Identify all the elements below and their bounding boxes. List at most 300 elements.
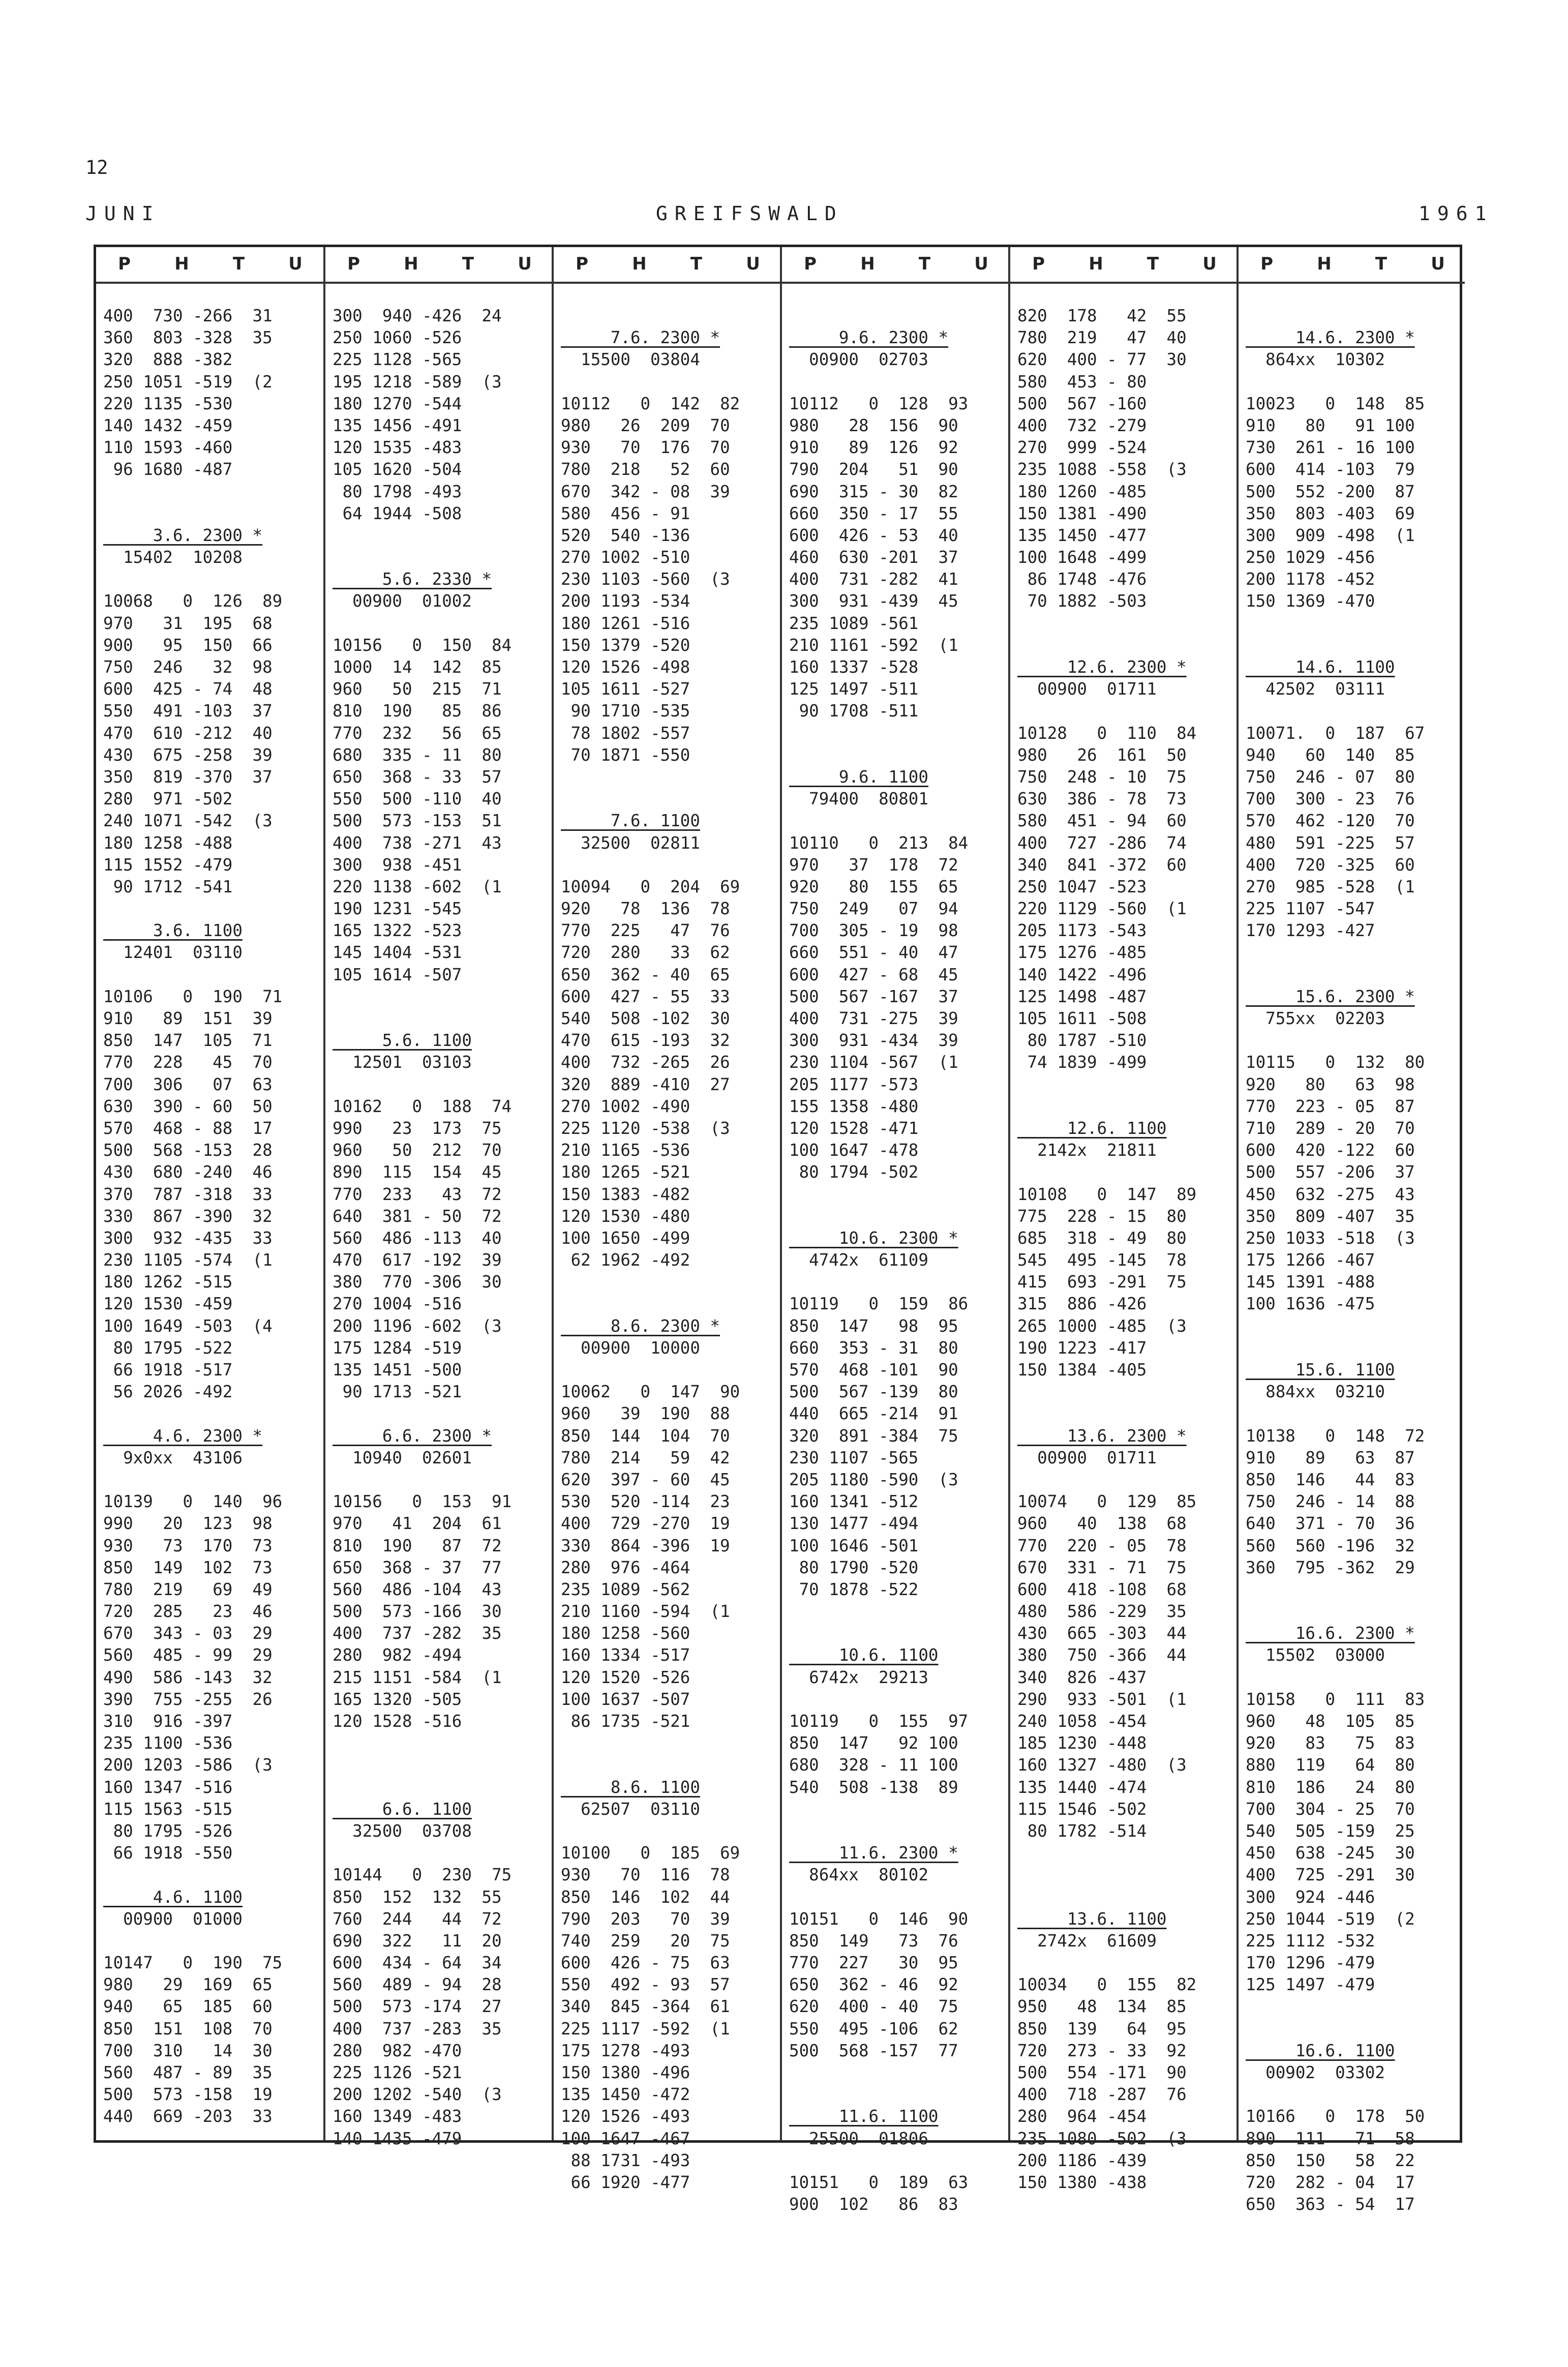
sounding-header: 14.6. 2300 * [1246,328,1415,348]
data-row: 980 26 161 50 [1017,745,1187,765]
spacer-line [789,2084,1007,2106]
data-row: 145 1404 -531 [333,943,462,963]
sounding-header: 8.6. 2300 * [561,1316,720,1336]
data-row: 120 1526 -493 [561,2107,690,2126]
data-row: 180 1262 -515 [103,1272,233,1292]
data-row: 720 285 23 46 [103,1602,273,1622]
data-row: 180 1265 -521 [561,1162,690,1182]
data-row: 180 1260 -485 [1017,482,1147,501]
data-row: 125 1497 -479 [1246,1975,1375,1995]
data-row: 225 1120 -538 (3 [561,1118,730,1138]
spacer-line [103,1930,321,1952]
data-row: 200 1186 -439 [1017,2150,1147,2170]
data-row: 730 261 - 16 100 [1246,438,1415,458]
column-body [1017,305,1235,2194]
data-row: 190 1231 -545 [333,899,462,919]
sounding-code-line: 15500 03804 [561,350,700,370]
data-row: 850 149 73 76 [789,1931,958,1951]
data-row: 620 400 - 40 75 [789,1997,958,2017]
sounding-header: 9.6. 1100 [789,767,928,787]
data-row: 660 353 - 31 80 [789,1338,958,1358]
data-row: 115 1552 -479 [103,855,233,875]
data-row: 630 386 - 78 73 [1017,789,1187,809]
spacer-line [789,744,1007,766]
spacer-line [789,371,1007,393]
sounding-header: 16.6. 2300 * [1246,1624,1415,1643]
data-row: 220 1129 -560 (1 [1017,899,1187,919]
data-row: 790 203 70 39 [561,1909,730,1929]
data-row: 120 1528 -516 [333,1712,462,1731]
data-row: 250 1060 -526 [333,328,462,348]
data-row: 430 675 -258 39 [103,745,273,765]
column-header-u: U [288,254,303,274]
sounding-code-line: 755xx 02203 [1246,1009,1385,1028]
sounding-code-line: 00900 01002 [333,591,472,611]
data-row: 910 89 151 39 [103,1009,273,1028]
spacer-line [561,788,779,810]
data-row: 350 803 -403 69 [1246,503,1415,523]
data-row: 770 225 47 76 [561,921,730,941]
data-row: 500 567 -139 80 [789,1382,958,1402]
spacer-line [789,1206,1007,1227]
data-row: 175 1278 -493 [561,2041,690,2060]
data-row: 66 1918 -550 [103,1843,233,1863]
data-row: 560 485 - 99 29 [103,1645,273,1665]
spacer-line [1246,371,1464,393]
sounding-header: 13.6. 1100 [1017,1909,1167,1929]
data-row: 80 1782 -514 [1017,1821,1147,1841]
data-row: 135 1450 -472 [561,2085,690,2105]
data-row: 415 693 -291 75 [1017,1272,1187,1292]
data-row: 160 1349 -483 [333,2107,462,2126]
data-row: 10112 0 142 82 [561,394,740,413]
data-row: 10138 0 148 72 [1246,1426,1425,1446]
data-row: 810 190 85 86 [333,701,502,721]
data-row: 10156 0 150 84 [333,635,512,655]
spacer-line [1017,1952,1235,1974]
data-row: 310 916 -397 [103,1712,233,1731]
data-row: 620 400 - 77 30 [1017,350,1187,370]
spacer-line [1246,1315,1464,1337]
data-row: 10100 0 185 69 [561,1843,740,1863]
data-row: 540 505 -159 25 [1246,1821,1415,1841]
sounding-header: 8.6. 1100 [561,1777,700,1797]
sounding-header: 15.6. 1100 [1246,1360,1395,1380]
data-row: 135 1440 -474 [1017,1777,1147,1797]
column-body [1246,305,1464,2215]
spacer-line [1017,1403,1235,1425]
data-row: 140 1422 -496 [1017,965,1147,984]
data-row: 690 315 - 30 82 [789,482,958,501]
data-row: 130 1477 -494 [789,1514,919,1534]
sounding-code-line: 00900 01711 [1017,1448,1157,1467]
page-number: 12 [85,157,108,178]
column-header-t: T [232,254,245,274]
data-row: 960 39 190 88 [561,1404,730,1424]
data-row: 500 573 -153 51 [333,811,502,831]
data-row: 100 1646 -501 [789,1536,919,1555]
sounding-code-line: 12501 03103 [333,1053,472,1072]
sounding-header: 5.6. 1100 [333,1031,472,1051]
spacer-line [789,1184,1007,1206]
data-row: 570 468 - 88 17 [103,1118,273,1138]
data-row: 80 1795 -526 [103,1821,233,1841]
data-row: 780 219 69 49 [103,1579,273,1599]
data-row: 90 1712 -541 [103,877,233,896]
data-row: 330 864 -396 19 [561,1536,730,1555]
sounding-header: 11.6. 2300 * [789,1843,958,1863]
sounding-code-line: 00900 02703 [789,350,928,370]
data-row: 120 1526 -498 [561,657,690,677]
data-row: 265 1000 -485 (3 [1017,1316,1187,1336]
data-row: 280 976 -464 [561,1557,690,1577]
data-row: 88 1731 -493 [561,2150,690,2170]
spacer-line [333,1403,551,1425]
data-row: 225 1112 -532 [1246,1931,1375,1951]
data-row: 890 111 71 58 [1246,2129,1415,2148]
sounding-code-line: 12401 03110 [103,943,243,963]
data-row: 230 1104 -567 (1 [789,1053,958,1072]
data-row: 770 223 - 05 87 [1246,1096,1415,1116]
spacer-line [561,766,779,788]
sounding-header: 7.6. 2300 * [561,328,720,348]
column-4 [780,247,1010,2214]
data-row: 770 227 30 95 [789,1953,958,1973]
data-row: 10151 0 146 90 [789,1909,969,1929]
spacer-line [103,503,321,525]
data-row: 150 1380 -496 [561,2063,690,2082]
column-header-t: T [1147,254,1159,274]
data-row: 780 214 59 42 [561,1448,730,1467]
sounding-header: 4.6. 2300 * [103,1426,263,1446]
data-row: 480 591 -225 57 [1246,833,1415,853]
data-row: 850 139 64 95 [1017,2019,1187,2039]
spacer-line [333,1777,551,1799]
data-row: 150 1369 -470 [1246,591,1375,611]
data-row: 650 362 - 46 92 [789,1975,958,1995]
data-row: 180 1270 -544 [333,394,462,413]
data-row: 105 1614 -507 [333,965,462,984]
data-row: 135 1450 -477 [1017,525,1147,545]
spacer-line [103,568,321,590]
data-row: 400 727 -286 74 [1017,833,1187,853]
spacer-line [789,2150,1007,2172]
spacer-line [1017,700,1235,722]
data-row: 185 1230 -448 [1017,1733,1147,1753]
data-row: 100 1648 -499 [1017,548,1147,567]
data-row: 190 1223 -417 [1017,1338,1147,1358]
data-row: 315 886 -426 [1017,1294,1147,1314]
sounding-code-line: 884xx 03210 [1246,1382,1385,1402]
data-row: 10151 0 189 63 [789,2172,969,2192]
column-header-h: H [404,254,418,274]
data-row: 960 50 212 70 [333,1141,502,1160]
sounding-code-line: 2142x 21811 [1017,1141,1157,1160]
data-row: 250 1029 -456 [1246,548,1375,567]
column-header [554,247,782,281]
spacer-line [1246,700,1464,722]
data-row: 150 1380 -438 [1017,2172,1147,2192]
data-row: 960 40 138 68 [1017,1514,1187,1534]
data-row: 80 1798 -493 [333,482,462,501]
data-row: 920 78 136 78 [561,899,730,919]
sounding-code-line: 864xx 80102 [789,1865,928,1885]
data-row: 175 1284 -519 [333,1338,462,1358]
data-row: 400 718 -287 76 [1017,2085,1187,2105]
data-row: 700 300 - 23 76 [1246,789,1415,809]
data-row: 80 1790 -520 [789,1557,919,1577]
data-row: 78 1802 -557 [561,723,690,743]
data-row: 720 280 33 62 [561,943,730,963]
data-row: 380 770 -306 30 [333,1272,502,1292]
data-row: 400 720 -325 60 [1246,855,1415,875]
data-row: 70 1882 -503 [1017,591,1147,611]
column-header-u: U [974,254,988,274]
spacer-line [333,1842,551,1864]
data-row: 920 80 63 98 [1246,1074,1415,1094]
data-row: 235 1100 -536 [103,1733,233,1753]
data-row: 56 2026 -492 [103,1382,233,1402]
column-1 [96,247,324,2140]
data-row: 770 232 56 65 [333,723,502,743]
data-row: 225 1117 -592 (1 [561,2019,730,2039]
data-row: 400 732 -265 26 [561,1053,730,1072]
data-row: 560 489 - 94 28 [333,1975,502,1995]
sounding-code-line: 00900 10000 [561,1338,700,1358]
data-row: 10119 0 155 97 [789,1712,969,1731]
data-row: 570 462 -120 70 [1246,811,1415,831]
data-row: 120 1520 -526 [561,1667,690,1687]
spacer-line [103,898,321,920]
spacer-line [333,1754,551,1776]
data-row: 500 573 -158 19 [103,2085,273,2105]
data-row: 770 220 - 05 78 [1017,1536,1187,1555]
column-header-u: U [518,254,532,274]
data-row: 300 938 -451 [333,855,462,875]
data-row: 280 982 -494 [333,1645,462,1665]
spacer-line [1246,964,1464,986]
data-row: 100 1647 -467 [561,2129,690,2148]
column-header-h: H [860,254,875,274]
data-row: 720 282 - 04 17 [1246,2172,1415,2192]
data-row: 680 335 - 11 80 [333,745,502,765]
data-row: 320 888 -382 [103,350,233,370]
data-row: 280 964 -454 [1017,2107,1147,2126]
sounding-header: 16.6. 1100 [1246,2041,1395,2060]
data-row: 270 999 -524 [1017,438,1147,458]
data-row: 10119 0 159 86 [789,1294,969,1314]
data-row: 125 1498 -487 [1017,986,1147,1006]
data-row: 10139 0 140 96 [103,1492,283,1512]
data-row: 220 1138 -602 (1 [333,877,502,896]
data-row: 960 48 105 85 [1246,1712,1415,1731]
data-row: 300 909 -498 (1 [1246,525,1415,545]
data-row: 350 809 -407 35 [1246,1206,1415,1226]
spacer-line [1017,1842,1235,1864]
data-row: 910 89 63 87 [1246,1448,1415,1467]
data-row: 600 426 - 75 63 [561,1953,730,1973]
data-row: 490 586 -143 32 [103,1667,273,1687]
data-row: 86 1748 -476 [1017,570,1147,589]
spacer-line [1246,305,1464,327]
data-row: 950 48 134 85 [1017,1997,1187,2017]
sounding-code-line: 79400 80801 [789,789,928,809]
data-row: 700 306 07 63 [103,1074,273,1094]
data-row: 970 37 178 72 [789,855,958,875]
data-row: 250 1047 -523 [1017,877,1147,896]
data-row: 500 567 -167 37 [789,986,958,1006]
data-row: 750 246 - 07 80 [1246,767,1415,787]
sounding-header: 12.6. 1100 [1017,1118,1167,1138]
data-row: 10023 0 148 85 [1246,394,1425,413]
data-row: 100 1636 -475 [1246,1294,1375,1314]
data-row: 225 1128 -565 [333,350,462,370]
spacer-line [333,1732,551,1754]
data-row: 200 1196 -602 (3 [333,1316,502,1336]
data-row: 10094 0 204 69 [561,877,740,896]
data-row: 100 1649 -503 (4 [103,1316,273,1336]
data-row: 270 1004 -516 [333,1294,462,1314]
data-row: 150 1384 -405 [1017,1360,1147,1380]
data-row: 200 1203 -586 (3 [103,1755,273,1775]
column-3 [552,247,782,2192]
spacer-line [789,1689,1007,1711]
data-row: 430 665 -303 44 [1017,1624,1187,1643]
data-row: 580 453 - 80 [1017,372,1147,392]
spacer-line [1017,1381,1235,1403]
data-row: 600 427 - 55 33 [561,986,730,1006]
data-row: 140 1435 -479 [333,2129,462,2148]
data-row: 980 28 156 90 [789,415,958,435]
data-row: 10166 0 178 50 [1246,2107,1425,2126]
data-row: 160 1337 -528 [789,657,919,677]
data-row: 100 1650 -499 [561,1228,690,1248]
data-row: 660 551 - 40 47 [789,943,958,963]
data-row: 100 1637 -507 [561,1689,690,1709]
column-header-p: P [804,254,817,274]
data-row: 290 933 -501 (1 [1017,1689,1187,1709]
data-row: 230 1103 -560 (3 [561,570,730,589]
spacer-line [561,1359,779,1381]
column-header [1239,247,1467,281]
data-row: 10068 0 126 89 [103,591,283,611]
data-row: 225 1107 -547 [1246,899,1375,919]
data-row: 10147 0 190 75 [103,1953,283,1973]
data-row: 10062 0 147 90 [561,1382,740,1402]
data-row: 400 729 -270 19 [561,1514,730,1534]
column-header [1010,247,1239,281]
data-row: 135 1456 -491 [333,415,462,435]
data-row: 470 617 -192 39 [333,1250,502,1270]
data-row: 350 819 -370 37 [103,767,273,787]
spacer-line [561,854,779,876]
data-row: 580 456 - 91 [561,503,690,523]
data-row: 230 1105 -574 (1 [103,1250,273,1270]
sounding-header: 5.6. 2330 * [333,570,492,589]
data-row: 205 1180 -590 (3 [789,1470,958,1489]
data-row: 630 390 - 60 50 [103,1096,273,1116]
data-row: 320 889 -410 27 [561,1074,730,1094]
column-header-p: P [1260,254,1274,274]
sounding-header: 10.6. 2300 * [789,1228,958,1248]
sounding-code-line: 15502 03000 [1246,1645,1385,1665]
data-row: 160 1334 -517 [561,1645,690,1665]
data-row: 500 557 -206 37 [1246,1162,1415,1182]
data-row: 990 20 123 98 [103,1514,273,1534]
data-row: 10162 0 188 74 [333,1096,512,1116]
column-header-p: P [576,254,589,274]
data-row: 400 732 -279 [1017,415,1147,435]
data-row: 500 573 -174 27 [333,1997,502,2017]
spacer-line [1246,1030,1464,1052]
data-row: 850 146 102 44 [561,1887,730,1907]
data-row: 360 803 -328 35 [103,328,273,348]
data-row: 540 508 -138 89 [789,1777,958,1797]
data-row: 100 1647 -478 [789,1141,919,1160]
sounding-header: 11.6. 1100 [789,2107,939,2126]
sounding-code-line: 00902 03302 [1246,2063,1385,2082]
data-row: 235 1089 -562 [561,1579,690,1599]
sounding-header: 7.6. 1100 [561,811,700,831]
data-row: 64 1944 -508 [333,503,462,523]
data-row: 700 305 - 19 98 [789,921,958,941]
spacer-line [1017,1096,1235,1118]
data-row: 850 147 92 100 [789,1733,958,1753]
data-row: 550 500 -110 40 [333,789,502,809]
data-row: 170 1296 -479 [1246,1953,1375,1973]
data-row: 570 468 -101 90 [789,1360,958,1380]
data-row: 930 70 116 78 [561,1865,730,1885]
data-row: 690 322 11 20 [333,1931,502,1951]
data-row: 165 1322 -523 [333,921,462,941]
sounding-header: 13.6. 2300 * [1017,1426,1187,1446]
data-row: 120 1530 -480 [561,1206,690,1226]
spacer-line [1246,1601,1464,1623]
spacer-line [561,1293,779,1315]
data-row: 235 1080 -502 (3 [1017,2129,1187,2148]
data-row: 750 248 - 10 75 [1017,767,1187,787]
data-row: 670 331 - 71 75 [1017,1557,1187,1577]
data-row: 900 102 86 83 [789,2195,958,2214]
spacer-line [333,613,551,635]
spacer-line [789,2062,1007,2084]
data-row: 545 495 -145 78 [1017,1250,1187,1270]
data-row: 440 669 -203 33 [103,2107,273,2126]
data-row: 270 1002 -510 [561,548,690,567]
data-row: 740 259 20 75 [561,1931,730,1951]
data-row: 230 1107 -565 [789,1448,919,1467]
header-year: 1961 [1419,202,1494,225]
column-body [561,305,779,2194]
data-row: 120 1535 -483 [333,438,462,458]
sounding-code-line: 00900 01711 [1017,679,1157,699]
data-row: 890 115 154 45 [333,1162,502,1182]
spacer-line [1246,635,1464,656]
data-row: 195 1218 -589 (3 [333,372,502,392]
spacer-line [561,305,779,327]
data-row: 400 737 -283 35 [333,2019,502,2039]
data-row: 340 841 -372 60 [1017,855,1187,875]
column-header [782,247,1010,281]
data-row: 640 381 - 50 72 [333,1206,502,1226]
sounding-code-line: 00900 01000 [103,1909,243,1929]
spacer-line [103,964,321,986]
column-2 [323,247,554,2148]
column-header-p: P [118,254,131,274]
data-row: 80 1795 -522 [103,1338,233,1358]
data-row: 600 426 - 53 40 [789,525,958,545]
data-row: 780 219 47 40 [1017,328,1187,348]
